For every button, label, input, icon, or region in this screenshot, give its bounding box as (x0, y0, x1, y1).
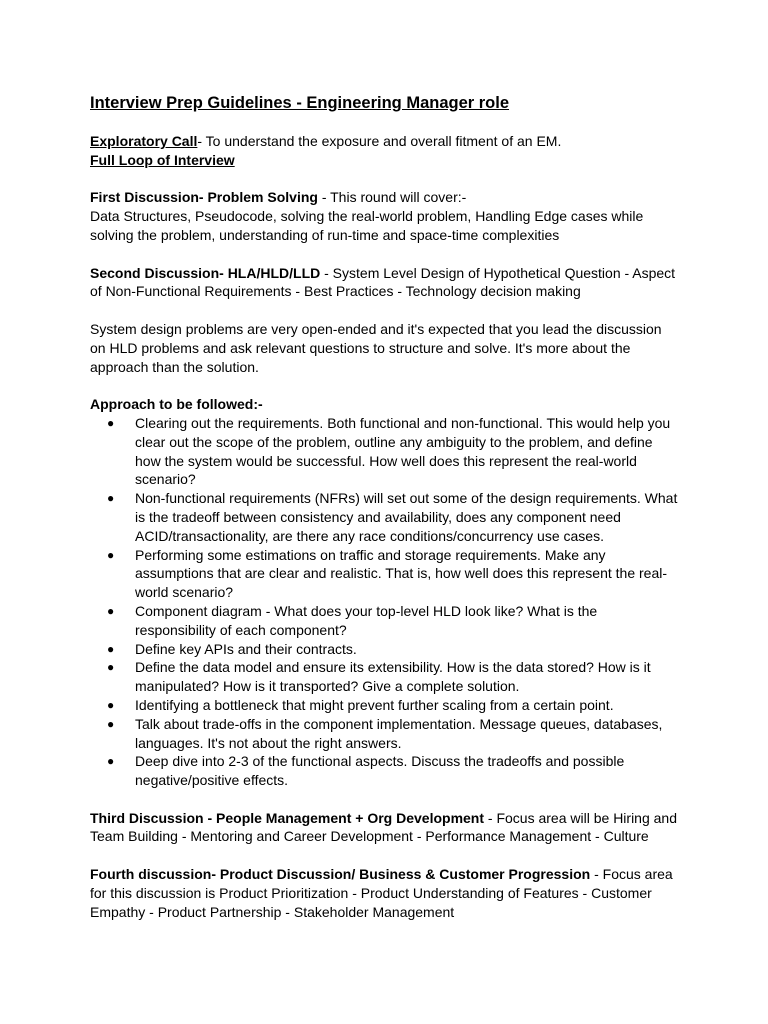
exploratory-call-text: - To understand the exposure and overall fitment of an EM. (197, 133, 562, 149)
third-discussion-paragraph (90, 809, 680, 847)
first-discussion-label: First Discussion- Problem Solving (90, 189, 318, 206)
document-title: Interview Prep Guidelines - Engineering Manager role (90, 94, 510, 112)
list-item (90, 489, 680, 545)
list-item-text: Clearing out the requirements. Both functional and non-functional. This would help you clear out the scope of the problem, outline any ambiguity to the problem, and define how the system would be successful. How well does this represent the real-world scenario? (135, 414, 671, 488)
first-discussion-body: Data Structures, Pseudocode, solving the real-world problem, Handling Edge cases while solving the problem, understanding of run-time and space-time complexities (90, 208, 644, 243)
list-item (90, 696, 680, 715)
list-item-text: Define key APIs and their contracts. (135, 640, 357, 657)
list-item (90, 414, 680, 489)
bullet-icon: ● (107, 547, 115, 562)
first-discussion-intro: - This round will cover:- (317, 189, 467, 206)
fourth-discussion-label: Fourth discussion- Product Discussion/ Business & Customer Progression (90, 866, 591, 883)
list-item-text: Identifying a bottleneck that might prevent further scaling from a certain point. (135, 696, 614, 713)
approach-heading: Approach to be followed:- (90, 396, 263, 413)
second-discussion-paragraph (90, 264, 680, 302)
system-design-paragraph: System design problems are very open-ended and it's expected that you lead the discussion on HLD problems and ask relevant questions to structure and solve. It's more about the approach than the solution. (90, 320, 662, 375)
third-discussion-text: - Focus area will be Hiring and Team Building - Mentoring and Career Development - Performance Management - Culture (90, 809, 678, 845)
list-item (90, 752, 680, 790)
exploratory-call-paragraph (90, 132, 680, 151)
bullet-icon: ● (107, 754, 115, 769)
list-item (90, 546, 680, 602)
list-item-text: Talk about trade-offs in the component implementation. Message queues, databases, languages. It's not about the right answers. (135, 715, 663, 751)
list-item (90, 658, 680, 696)
list-item-text: Performing some estimations on traffic and storage requirements. Make any assumptions that are clear and realistic. That is, how well does this represent the real-world scenario? (135, 546, 667, 601)
bullet-icon: ● (107, 603, 115, 618)
list-item (90, 602, 680, 640)
bullet-icon: ● (107, 415, 115, 430)
bullet-icon: ● (107, 660, 115, 675)
second-discussion-text: - System Level Design of Hypothetical Question - Aspect of Non-Functional Requirements - Best Practices - Technology decision making (90, 264, 676, 300)
second-discussion-label: Second Discussion- HLA/HLD/LLD (90, 264, 321, 281)
first-discussion-paragraph (90, 188, 680, 207)
list-item-text: Deep dive into 2-3 of the functional aspects. Discuss the tradeoffs and possible negative/positive effects. (135, 753, 625, 789)
bullet-icon: ● (107, 716, 115, 731)
list-item-text: Define the data model and ensure its extensibility. How is the data stored? How is it manipulated? How is it transported? Give a complete solution. (135, 659, 651, 695)
list-item-text: Non-functional requirements (NFRs) will set out some of the design requirements. What is the tradeoff between consistency and availability, does any component need ACID/transactionality, are there any race conditions/concurrency use cases. (135, 490, 678, 544)
bullet-icon: ● (107, 697, 115, 712)
list-item (90, 640, 680, 659)
list-item-text: Component diagram - What does your top-level HLD look like? What is the responsibility of each component? (135, 602, 598, 638)
fourth-discussion-paragraph (90, 865, 680, 921)
full-loop-heading: Full Loop of Interview (90, 151, 235, 168)
bullet-icon: ● (107, 491, 115, 506)
fourth-discussion-text: - Focus area for this discussion is Product Prioritization - Product Understanding of Features - Customer Empathy - Product Partnership - Stakeholder Management (90, 866, 673, 920)
list-item (90, 715, 680, 753)
document-body (90, 92, 680, 921)
approach-list (90, 414, 680, 790)
third-discussion-label: Third Discussion - People Management + Org Development (90, 809, 485, 826)
bullet-icon: ● (107, 641, 115, 656)
exploratory-call-label: Exploratory Call (90, 133, 198, 149)
